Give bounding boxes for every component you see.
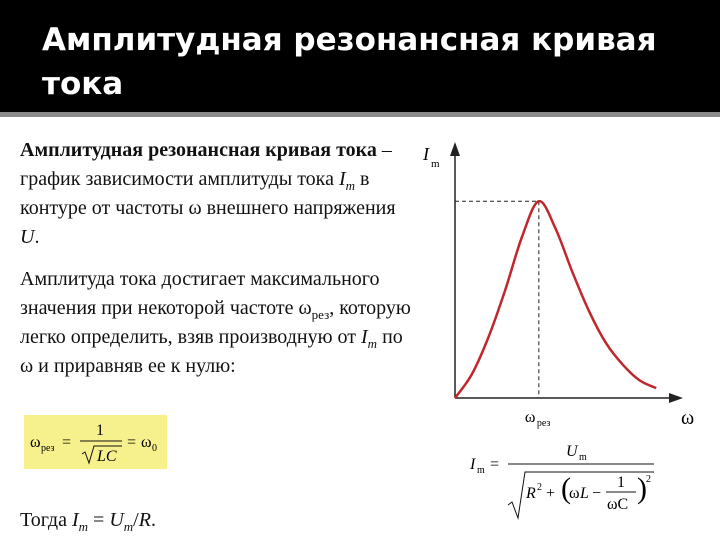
res-rhs: ω — [141, 434, 152, 451]
p2-omega-sub: рез — [311, 307, 330, 322]
p3-end: . — [150, 509, 156, 531]
header-divider — [0, 112, 720, 117]
cf-frac-den: ωC — [607, 496, 629, 513]
res-eq1: = — [62, 434, 72, 451]
paragraph-conclusion — [20, 506, 420, 535]
p1-im-sub: m — [345, 178, 356, 193]
x-axis-arrow — [669, 393, 683, 403]
paragraph-definition — [20, 136, 420, 252]
res-eq2: = — [127, 434, 137, 451]
term-bold: Амплитудная резонансная кривая тока — [20, 139, 377, 161]
cf-numerator-sub: m — [579, 452, 587, 463]
cf-r-exp: 2 — [537, 482, 542, 493]
p3-im: I — [71, 509, 79, 531]
res-numerator: 1 — [96, 422, 104, 439]
p3-um: U — [109, 509, 124, 531]
p1-text-1: – график зависимости амплитуды тока — [20, 139, 392, 190]
p2-text-3: по — [377, 326, 403, 348]
cf-lhs-sub: m — [477, 465, 485, 476]
p1-text-2: в контуре от частоты — [20, 168, 370, 219]
p3-um-sub: m — [123, 519, 134, 534]
p2-text-1: Амплитуда тока достигает максимального значения при некоторой частоте — [20, 268, 380, 319]
cf-r: R — [526, 485, 536, 502]
p2-omega: ω — [298, 297, 312, 319]
p1-text-3: внешнего напряжения — [201, 197, 396, 219]
cf-frac-num: 1 — [617, 474, 625, 491]
cf-plus: + — [546, 485, 556, 502]
peak-tick-label: ω — [524, 409, 536, 426]
p1-text-4: . — [34, 226, 40, 248]
y-axis-label-sub: m — [431, 158, 440, 170]
p2-im-sub: m — [367, 336, 378, 351]
current-amplitude-formula — [468, 436, 668, 536]
slide-title: Амплитудная резонансная кривая тока — [42, 22, 657, 102]
resonance-curve — [455, 201, 656, 398]
y-axis-label: I — [423, 144, 429, 164]
p3-im-sub: m — [78, 519, 89, 534]
p2-omega2: ω — [20, 355, 34, 377]
slide-header — [0, 0, 720, 112]
y-axis-arrow — [450, 142, 460, 156]
peak-tick-label-sub: рез — [536, 418, 551, 429]
paragraph-maximum — [20, 265, 420, 381]
cf-omega: ω — [569, 485, 580, 502]
p1-u: U — [20, 226, 35, 248]
cf-l: L — [580, 485, 589, 502]
cf-eq: = — [490, 456, 500, 473]
cf-numerator: U — [566, 443, 578, 460]
cf-paren-right: ) — [637, 472, 647, 505]
p2-im: I — [361, 326, 368, 348]
p3-slash: / — [133, 509, 139, 531]
cf-paren-left: ( — [561, 472, 571, 505]
p1-omega: ω — [188, 197, 202, 219]
p2-text-4: и приравняв ее к нулю: — [33, 355, 236, 377]
p2-text-2: , которую легко определить, взяв производную от — [20, 297, 411, 348]
res-denominator: LC — [97, 448, 117, 465]
resonance-formula — [24, 415, 167, 469]
cf-power: 2 — [646, 474, 651, 485]
res-rhs-sub: 0 — [152, 443, 157, 454]
res-lhs-sub: рез — [41, 443, 55, 454]
p1-im: I — [338, 168, 346, 190]
x-axis-label: ω — [681, 407, 695, 429]
cf-minus: − — [592, 485, 602, 502]
p3-r: R — [138, 509, 151, 531]
resonance-chart — [415, 130, 705, 430]
p3-eq: = — [88, 509, 110, 531]
res-lhs: ω — [30, 434, 41, 451]
cf-lhs: I — [470, 456, 476, 473]
p3-text-1: Тогда — [20, 509, 72, 531]
